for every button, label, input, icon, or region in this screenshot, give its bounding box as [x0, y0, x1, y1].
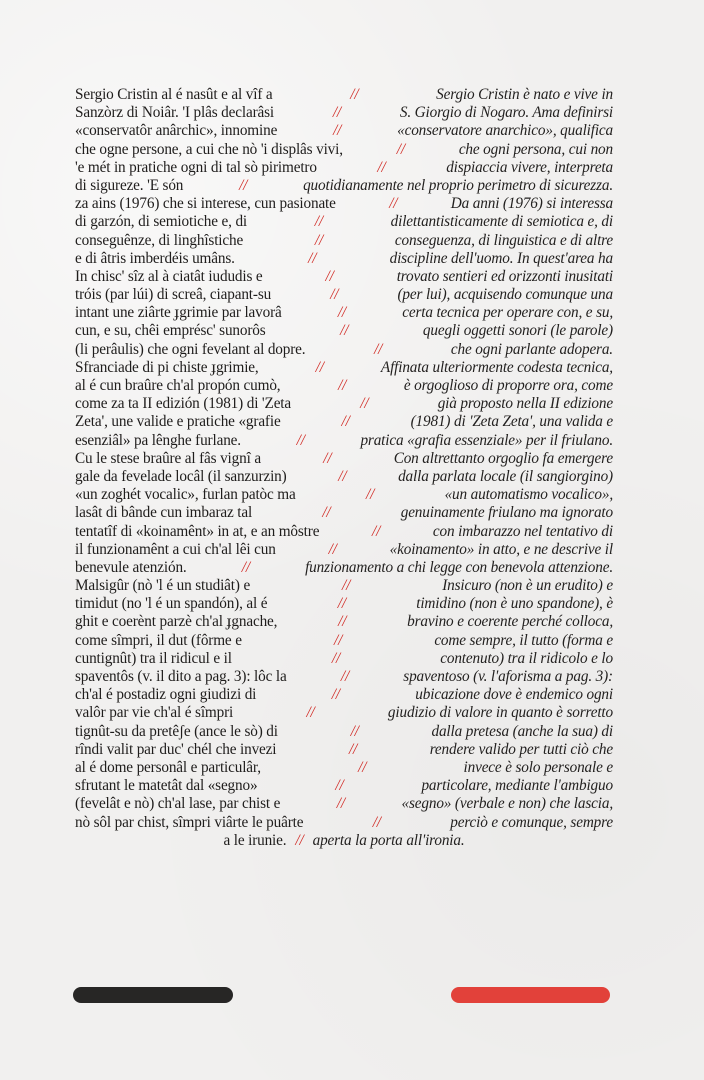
friulan-text: al é cun braûre ch'al propón cumò,	[75, 377, 281, 394]
text-line-5	[75, 159, 613, 177]
text-line-7	[75, 195, 613, 213]
separator-mark: //	[241, 558, 250, 576]
italian-text: quotidianamente nel proprio perimetro di sicurezza.	[303, 176, 613, 194]
friulan-text: cun, e su, chêi emprésc' sunorôs	[75, 322, 266, 340]
separator-mark: //	[348, 740, 358, 758]
friulan-text: esenziâl» pa lênghe furlane.	[75, 431, 241, 449]
friulan-text: valôr par vie ch'al é sîmpri	[75, 704, 234, 722]
friulan-text: ghit e coerènt parzè ch'al ɟgnache,	[75, 613, 278, 631]
separator-mark: //	[328, 540, 337, 558]
friulan-text: Cu le stese braûre al fâs vignî a	[75, 449, 261, 467]
friulan-text: (li perâulis) che ogni fevelant al dopre.	[75, 340, 306, 358]
italian-text: certa tecnica per operare con, e su,	[402, 304, 613, 322]
text-line-41	[75, 814, 613, 832]
friulan-text: e di âtris imberdéis umâns.	[75, 249, 235, 267]
italian-text: genuinamente friulano ma ignorato	[400, 504, 613, 522]
italian-text: con imbarazzo nel tentativo di	[432, 522, 613, 540]
friulan-text: spaventôs (v. il dito a pag. 3): lôc la	[75, 668, 287, 685]
separator-mark: //	[377, 158, 386, 176]
text-line-2	[75, 104, 613, 122]
italian-text: bravino e coerente perché colloca,	[407, 613, 613, 631]
separator-mark: //	[340, 322, 349, 340]
italian-text: che ogni persona, cui non	[458, 140, 613, 158]
text-line-36	[75, 723, 613, 741]
italian-text: invece è solo personale e	[463, 758, 613, 776]
separator-mark: //	[342, 577, 351, 595]
separator-mark: //	[374, 340, 383, 358]
separator-mark: //	[336, 795, 345, 813]
italian-text: «conservatore anarchico», qualifica	[397, 122, 613, 140]
text-line-13	[75, 304, 613, 322]
friulan-text: «un zoghét vocalic», furlan patòc ma	[75, 486, 296, 504]
italian-text: (per lui), acquisendo comunque una	[397, 286, 613, 304]
text-line-25	[75, 523, 613, 541]
friulan-text: «conservatôr anârchic», innomine	[75, 122, 278, 140]
separator-mark: //	[295, 831, 304, 849]
friulan-text: ch'al é postadiz ogni giudizi di	[75, 686, 257, 704]
friulan-text: sfrutant le matetât dal «segno»	[75, 777, 258, 795]
separator-mark: //	[239, 176, 248, 194]
italian-text: Insicuro (non è un erudito) e	[442, 577, 613, 595]
text-line-24	[75, 504, 613, 522]
friulan-text: cuntignût) tra il ridicul e il	[75, 649, 232, 667]
friulan-text: intant une ziârte ɟgrimie par lavorâ	[75, 304, 282, 322]
text-line-14	[75, 322, 613, 340]
italian-text: «segno» (verbale e non) che lascia,	[401, 795, 613, 813]
italian-text: dispiaccia vivere, interpreta	[446, 158, 613, 176]
text-line-22	[75, 468, 613, 486]
italian-text: già proposto nella II edizione	[437, 395, 613, 413]
italian-text: funzionamento a chi legge con benevola attenzione.	[305, 558, 613, 576]
separator-mark: //	[340, 668, 350, 685]
italian-text: spaventoso (v. l'aforisma a pag. 3):	[403, 668, 613, 685]
friulan-text: Zeta', une valide e pratiche «grafie	[75, 413, 281, 431]
italian-text: discipline dell'uomo. In quest'area ha	[389, 249, 613, 267]
italian-text: che ogni parlante adopera.	[450, 340, 613, 358]
friulan-text: a le irunie.	[223, 831, 287, 849]
italian-text: Da anni (1976) si interessa	[450, 195, 613, 213]
separator-mark: //	[314, 213, 323, 231]
separator-mark: //	[360, 395, 369, 413]
friulan-text: al é dome personâl e particulâr,	[75, 758, 261, 776]
separator-mark: //	[350, 86, 359, 103]
text-line-31	[75, 632, 613, 650]
separator-mark: //	[331, 686, 340, 704]
friulan-text: rîndi valit par duc' chél che invezi	[75, 740, 277, 758]
text-line-32	[75, 650, 613, 668]
friulan-text: come za ta II edizión (1981) di 'Zeta	[75, 395, 292, 413]
friulan-text: il funzionamênt a cui ch'al lêi cun	[75, 540, 276, 558]
italian-text: trovato sentieri ed orizzonti inusitati	[396, 267, 613, 285]
italian-text: rendere valido per tutti ciò che	[429, 740, 613, 758]
decorative-black-bar	[73, 987, 233, 1003]
italian-text: come sempre, il tutto (forma e	[434, 631, 613, 649]
text-line-16	[75, 359, 613, 377]
separator-mark: //	[322, 504, 331, 522]
separator-mark: //	[337, 304, 347, 322]
separator-mark: //	[372, 522, 381, 540]
italian-text: quegli oggetti sonori (le parole)	[422, 322, 613, 340]
text-line-15	[75, 341, 613, 359]
separator-mark: //	[338, 467, 347, 485]
text-line-3	[75, 122, 613, 140]
friulan-text: Sfranciade di pi chiste ɟgrimie,	[75, 358, 259, 376]
separator-mark: //	[372, 813, 381, 831]
friulan-text: come sîmpri, il dut (fôrme e	[75, 631, 242, 649]
separator-mark: //	[306, 704, 315, 722]
text-line-39	[75, 777, 613, 795]
text-line-30	[75, 613, 613, 631]
text-line-42	[75, 832, 613, 850]
friulan-text: gale da fevelade locâl (il sanzurzin)	[75, 467, 287, 485]
italian-text: S. Giorgio di Nogaro. Ama definirsi	[399, 104, 613, 122]
text-line-29	[75, 595, 613, 613]
italian-text: «koinamento» in atto, e ne descrive il	[389, 540, 613, 558]
friulan-text: timidut (no 'l é un spandón), al é	[75, 595, 268, 613]
text-line-8	[75, 213, 613, 231]
text-line-27	[75, 559, 613, 577]
friulan-text: di sigureze. 'E són	[75, 176, 184, 194]
italian-text: (1981) di 'Zeta Zeta', una valida e	[410, 413, 613, 431]
text-line-37	[75, 741, 613, 759]
text-line-4	[75, 141, 613, 159]
italian-text: contenuto) tra il ridicolo e lo	[440, 649, 613, 667]
separator-mark: //	[358, 758, 367, 776]
italian-text: pratica «grafia essenziale» per il friulano.	[360, 431, 613, 449]
text-line-19	[75, 413, 613, 431]
text-line-10	[75, 250, 613, 268]
friulan-text: nò sôl par chist, sîmpri viârte le puârte	[75, 813, 304, 831]
text-line-34	[75, 686, 613, 704]
text-line-35	[75, 704, 613, 722]
text-line-11	[75, 268, 613, 286]
decorative-red-bar	[451, 987, 610, 1003]
separator-mark: //	[337, 595, 346, 613]
text-line-38	[75, 759, 613, 777]
separator-mark: //	[314, 231, 324, 249]
separator-mark: //	[396, 140, 405, 158]
text-line-21	[75, 450, 613, 468]
separator-mark: //	[333, 631, 343, 649]
text-line-17	[75, 377, 613, 395]
text-line-6	[75, 177, 613, 195]
italian-text: dilettantisticamente di semiotica e, di	[390, 213, 613, 231]
friulan-text: In chisc' sîz al à ciatât iududis e	[75, 267, 263, 285]
text-line-40	[75, 795, 613, 813]
italian-text: dalla pretesa (anche la sua) di	[431, 722, 613, 740]
italian-text: è orgoglioso di proporre ora, come	[403, 377, 613, 394]
friulan-text: che ogne persone, a cui che nò 'i displâs vivi,	[75, 140, 343, 158]
separator-mark: //	[315, 358, 324, 376]
friulan-text: Malsigûr (nò 'l é un studiât) e	[75, 577, 251, 595]
italian-text: Sergio Cristin è nato e vive in	[436, 86, 613, 103]
friulan-text: za ains (1976) che si interese, cun pasionate	[75, 195, 336, 213]
friulan-text: 'e mét in pratiche ogni di tal sò pirimetro	[75, 158, 317, 176]
separator-mark: //	[308, 249, 317, 267]
text-line-1	[75, 86, 613, 104]
separator-mark: //	[335, 777, 344, 795]
separator-mark: //	[338, 377, 347, 394]
friulan-text: Sanzòrz di Noiâr. 'I plâs declarâsi	[75, 104, 274, 122]
italian-text: Affinata ulteriormente codesta tecnica,	[380, 358, 613, 376]
italian-text: giudizio di valore in quanto è sorretto	[387, 704, 613, 722]
separator-mark: //	[389, 195, 398, 213]
italian-text: conseguenza, di linguistica e di altre	[394, 231, 613, 249]
text-line-12	[75, 286, 613, 304]
friulan-text: tignût-su da pretêʃe (ance le sò) di	[75, 722, 278, 740]
friulan-text: Sergio Cristin al é nasût e al vîf a	[75, 86, 273, 103]
text-line-28	[75, 577, 613, 595]
italian-text: particolare, mediante l'ambiguo	[421, 777, 613, 795]
separator-mark: //	[296, 431, 305, 449]
separator-mark: //	[333, 122, 342, 140]
italian-text: «un automatismo vocalico»,	[444, 486, 613, 504]
separator-mark: //	[341, 413, 350, 431]
text-line-26	[75, 541, 613, 559]
friulan-text: tentatîf di «koinamênt» in at, e an môstre	[75, 522, 320, 540]
separator-mark: //	[338, 613, 347, 631]
separator-mark: //	[350, 722, 359, 740]
italian-text: aperta la porta all'ironia.	[312, 831, 465, 849]
text-line-9	[75, 232, 613, 250]
italian-text: dalla parlata locale (il sangiorgino)	[398, 467, 613, 485]
separator-mark: //	[366, 486, 375, 504]
italian-text: perciò e comunque, sempre	[450, 813, 613, 831]
friulan-text: tróis (par lúi) di screâ, ciapant-su	[75, 286, 272, 304]
bilingual-text-block	[75, 86, 613, 850]
friulan-text: lasât di bânde cun imbaraz tal	[75, 504, 253, 522]
italian-text: ubicazione dove è endemico ogni	[415, 686, 613, 704]
friulan-text: conseguênze, di linghîstiche	[75, 231, 244, 249]
text-line-20	[75, 432, 613, 450]
friulan-text: benevule atenzión.	[75, 558, 187, 576]
separator-mark: //	[332, 104, 342, 122]
friulan-text: (fevelât e nò) ch'al lase, par chist e	[75, 795, 281, 813]
separator-mark: //	[325, 267, 334, 285]
text-line-33	[75, 668, 613, 686]
separator-mark: //	[323, 449, 332, 467]
text-line-18	[75, 395, 613, 413]
separator-mark: //	[330, 286, 339, 304]
italian-text: Con altrettanto orgoglio fa emergere	[393, 449, 613, 467]
friulan-text: di garzón, di semiotiche e, di	[75, 213, 248, 231]
text-line-23	[75, 486, 613, 504]
separator-mark: //	[331, 649, 341, 667]
italian-text: timidino (non è uno spandone), è	[416, 595, 613, 613]
